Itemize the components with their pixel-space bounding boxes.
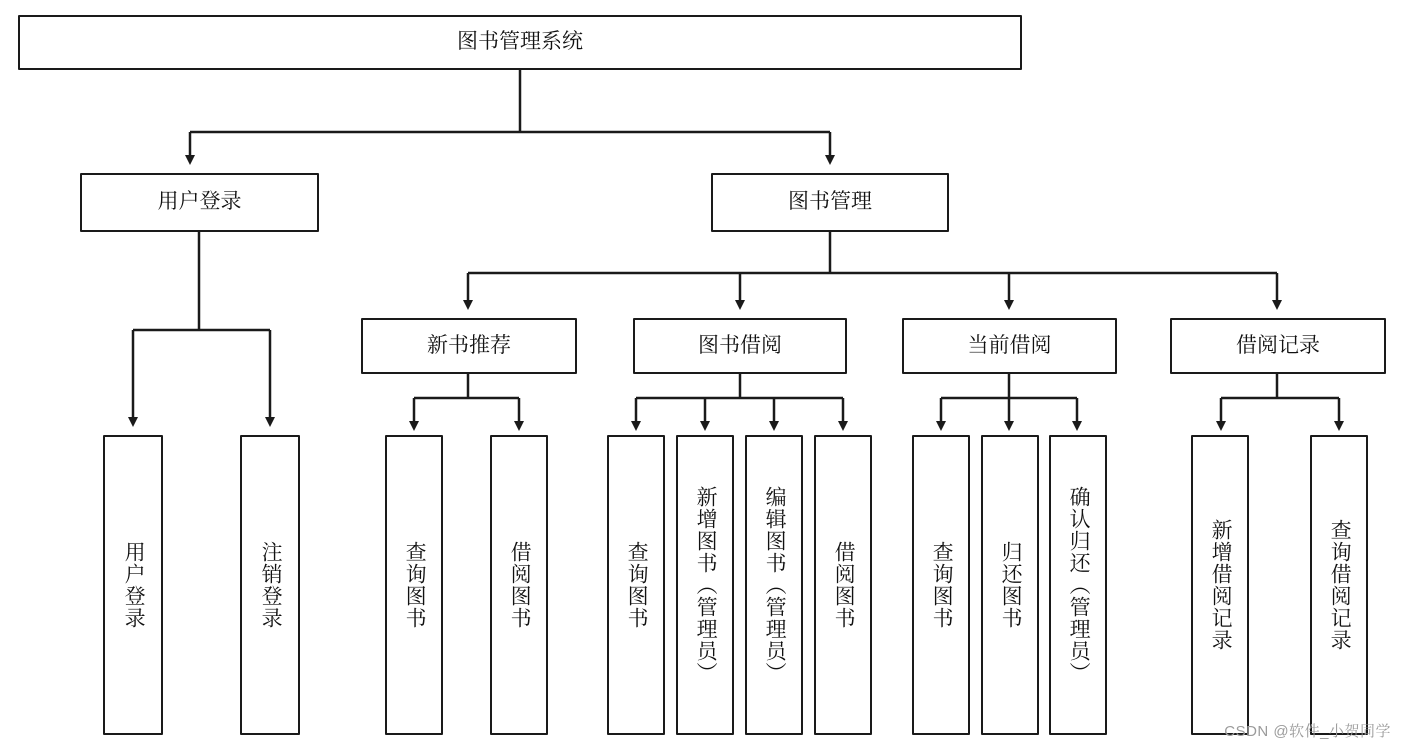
leaf-borrow-book-1[interactable] [490, 435, 548, 735]
leaf-add-book[interactable] [676, 435, 734, 735]
leaf-query-book-1[interactable] [385, 435, 443, 735]
node-current-label: 当前借阅 [967, 333, 1052, 357]
leaf-user-login[interactable] [103, 435, 163, 735]
leaf-edit-book-label: 编辑图书（管理员） [763, 486, 787, 684]
leaf-confirm-return[interactable] [1049, 435, 1107, 735]
node-record[interactable] [1170, 318, 1386, 374]
node-current[interactable] [902, 318, 1117, 374]
leaf-return-book-label: 归还图书 [999, 541, 1023, 629]
leaf-add-record-label: 新增借阅记录 [1209, 519, 1233, 651]
leaf-edit-book[interactable] [745, 435, 803, 735]
leaf-query-record-label: 查询借阅记录 [1328, 519, 1352, 651]
leaf-return-book[interactable] [981, 435, 1039, 735]
node-record-label: 借阅记录 [1236, 333, 1320, 357]
watermark: CSDN @软件_小贺同学 [1224, 723, 1391, 740]
node-root-label: 图书管理系统 [457, 30, 583, 54]
leaf-borrow-book-2[interactable] [814, 435, 872, 735]
node-bookmgmt[interactable] [711, 173, 949, 232]
node-bookmgmt-label: 图书管理 [788, 190, 872, 214]
leaf-user-logout[interactable] [240, 435, 300, 735]
leaf-add-book-label: 新增图书（管理员） [694, 486, 718, 684]
leaf-add-record[interactable] [1191, 435, 1249, 735]
leaf-query-book-3-label: 查询图书 [930, 541, 954, 629]
leaf-user-login-label: 用户登录 [122, 541, 146, 629]
node-borrow-label: 图书借阅 [698, 333, 782, 357]
leaf-user-logout-label: 注销登录 [259, 541, 283, 629]
node-newbook[interactable] [361, 318, 577, 374]
leaf-query-book-2[interactable] [607, 435, 665, 735]
node-borrow[interactable] [633, 318, 847, 374]
leaf-borrow-book-1-label: 借阅图书 [508, 541, 532, 629]
leaf-confirm-return-label: 确认归还（管理员） [1067, 486, 1091, 684]
leaf-query-book-3[interactable] [912, 435, 970, 735]
leaf-query-book-2-label: 查询图书 [625, 541, 649, 629]
node-login[interactable] [80, 173, 319, 232]
node-root[interactable] [18, 15, 1022, 70]
node-login-label: 用户登录 [157, 190, 242, 214]
leaf-query-book-1-label: 查询图书 [403, 541, 427, 629]
leaf-borrow-book-2-label: 借阅图书 [832, 541, 856, 629]
node-newbook-label: 新书推荐 [427, 333, 511, 357]
leaf-query-record[interactable] [1310, 435, 1368, 735]
